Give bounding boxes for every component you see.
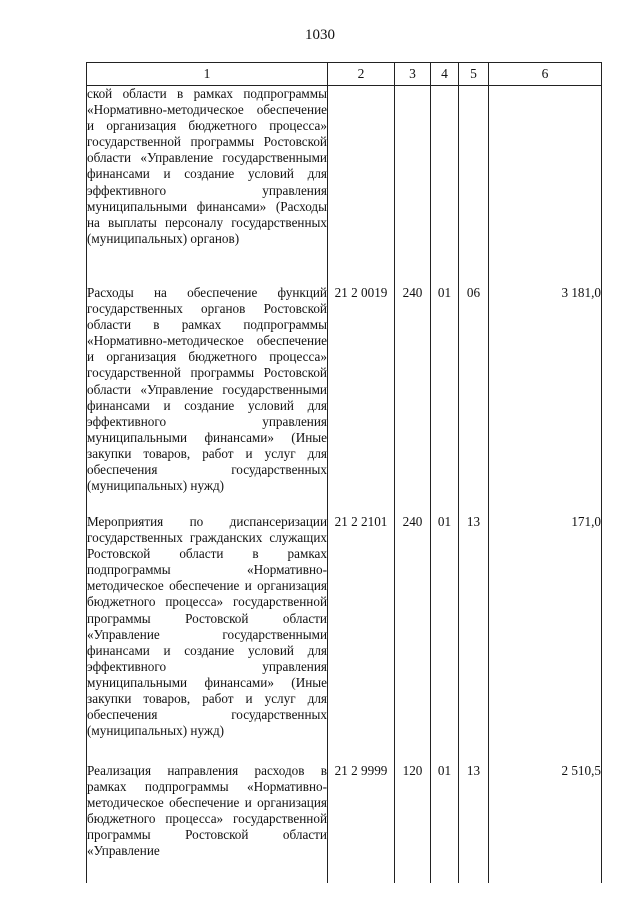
row-subsection: 13 [459,754,489,883]
row-description: Реализация направления расходов в рамках подпрограммы «Нормативно-методическое обеспечение и организация бюджетного процесса» государственной программы Ростовской области «Управление [87,754,328,883]
row-amount: 171,0 [489,505,602,754]
row-expense-type [395,86,431,277]
table-row [87,505,602,754]
header-col-3: 3 [395,63,431,86]
row-section: 01 [431,754,459,883]
row-section: 01 [431,276,459,505]
header-col-5: 5 [459,63,489,86]
row-target-code [328,86,395,277]
row-section: 01 [431,505,459,754]
row-expense-type: 240 [395,505,431,754]
row-target-code: 21 2 9999 [328,754,395,883]
row-subsection: 06 [459,276,489,505]
table-header-row [87,63,602,86]
header-col-4: 4 [431,63,459,86]
table-row [87,86,602,277]
page-number: 1030 [305,27,335,43]
budget-table [86,62,602,883]
row-subsection [459,86,489,277]
table-row [87,754,602,883]
row-section [431,86,459,277]
row-target-code: 21 2 2101 [328,505,395,754]
row-description: Мероприятия по диспансеризации государственных гражданских служащих Ростовской области в рамках подпрограммы «Нормативно-методическое обеспечение и организация бюджетного процесса» государственной программы Ростовской области «Управление государственными финансами и создание условий для эффективного управления муниципальными финансами» (Иные закупки товаров, работ и услуг для обеспечения государственных (муниципальных) нужд) [87,505,328,754]
row-amount [489,86,602,277]
row-subsection: 13 [459,505,489,754]
header-col-6: 6 [489,63,602,86]
row-amount: 2 510,5 [489,754,602,883]
row-target-code: 21 2 0019 [328,276,395,505]
row-expense-type: 120 [395,754,431,883]
header-col-1: 1 [87,63,328,86]
row-description: ской области в рамках подпрограммы «Нормативно-методическое обеспечение и организация бюджетного процесса» государственной программы Ростовской области «Управление государственными финансами и создание условий для эффективного управления муниципальными финансами» (Расходы на выплаты персоналу государственных (муниципальных) органов) [87,86,328,277]
header-col-2: 2 [328,63,395,86]
table-row [87,276,602,505]
row-description: Расходы на обеспечение функций государственных органов Ростовской области в рамках подпрограммы «Нормативно-методическое обеспечение и организация бюджетного процесса» государственной программы Ростовской области «Управление государственными финансами и создание условий для эффективного управления муниципальными финансами» (Иные закупки товаров, работ и услуг для обеспечения государственных (муниципальных) нужд) [87,276,328,505]
row-amount: 3 181,0 [489,276,602,505]
row-expense-type: 240 [395,276,431,505]
